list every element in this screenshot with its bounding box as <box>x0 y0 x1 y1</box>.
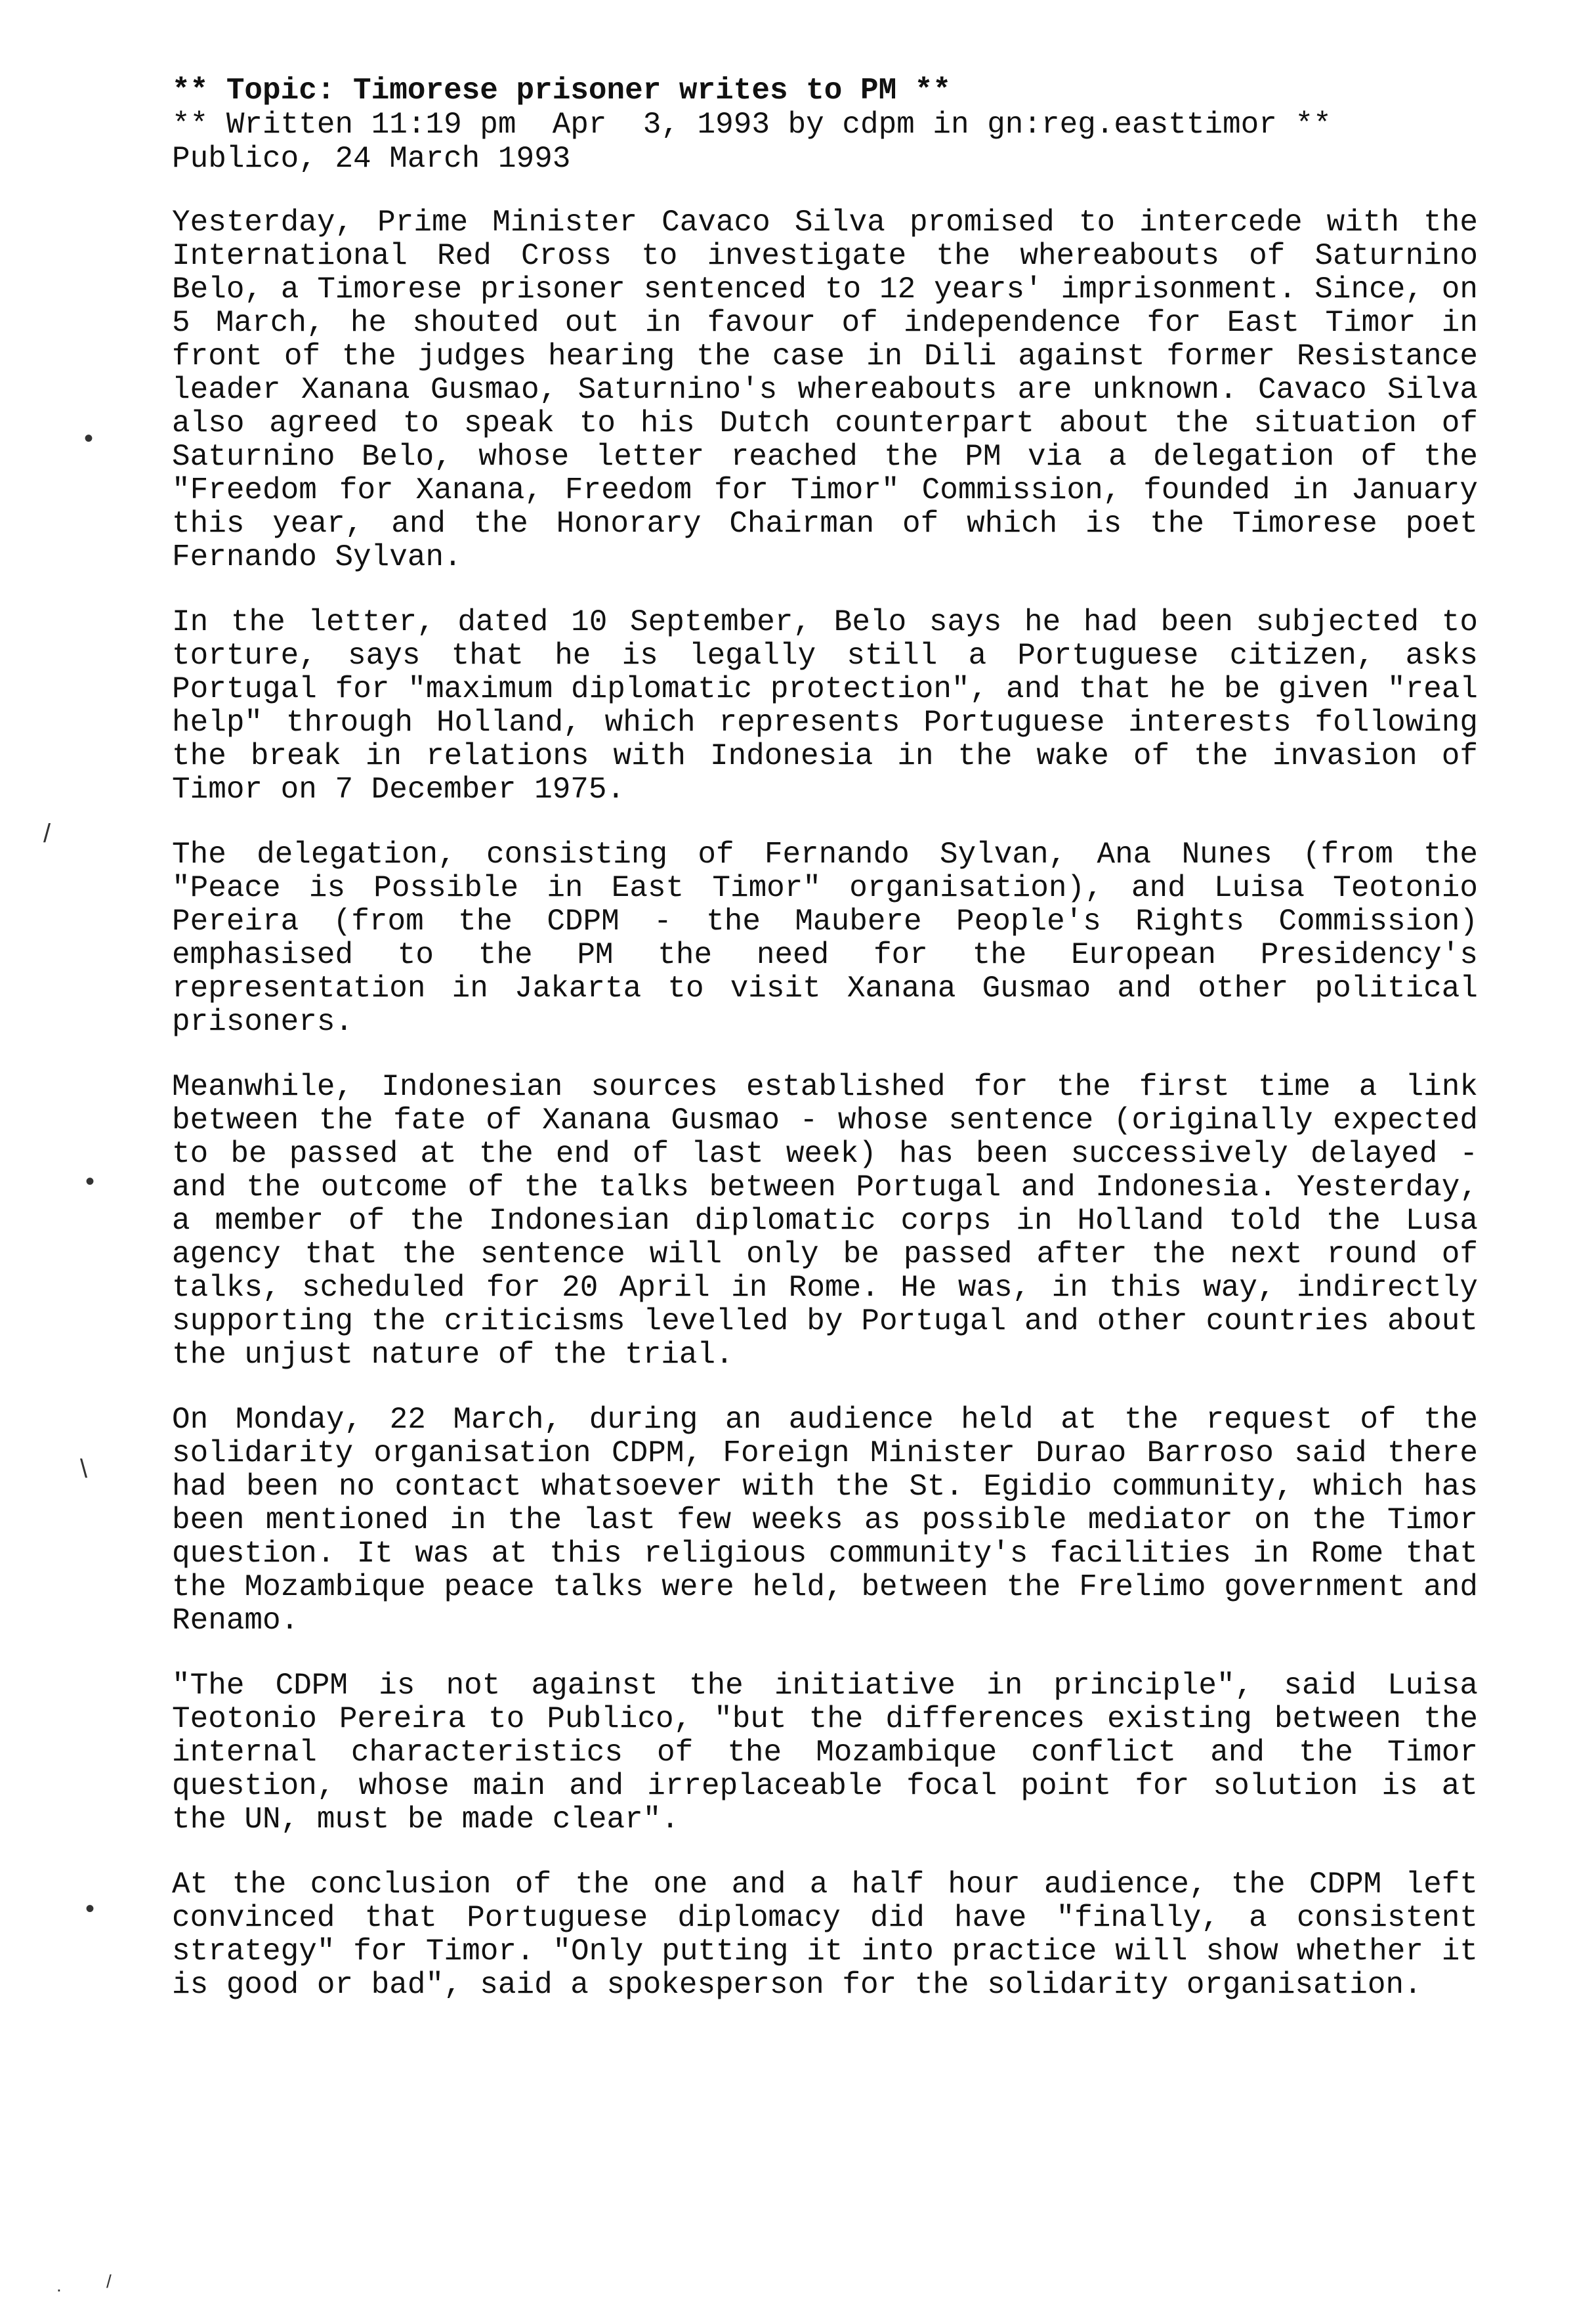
document-body <box>172 74 1478 2002</box>
scan-dot-mark: • <box>85 1167 95 1196</box>
scan-tick-mark: . <box>56 2275 62 2295</box>
written-line: ** Written 11:19 pm Apr 3, 1993 by cdpm in gn:reg.easttimor ** <box>172 108 1332 142</box>
source-line: Publico, 24 March 1993 <box>172 142 571 176</box>
paragraph: Meanwhile, Indonesian sources established for the first time a link between the fate of Xanana Gusmao - whose sentence (originally expected to be passed at the end of last week) has been successively delayed - and the outcome of the talks between Portugal and Indonesia. Yesterday, a member of the Indonesian diplomatic corps in Holland told the Lusa agency that the sentence will only be passed after the next round of talks, scheduled for 20 April in Rome. He was, in this way, indirectly supporting the criticisms levelled by Portugal and other countries about the unjust nature of the trial. <box>172 1070 1478 1372</box>
scan-dot-mark: • <box>85 1894 95 1923</box>
scan-tick-mark: / <box>43 819 51 848</box>
scan-dot-mark: • <box>84 424 94 453</box>
paragraph: At the conclusion of the one and a half hour audience, the CDPM left convinced that Portuguese diplomacy did have "finally, a consistent strategy" for Timor. "Only putting it into practice will show whether it is good or bad", said a spokesperson for the solidarity organisation. <box>172 1867 1478 2002</box>
scan-tick-mark: \ <box>80 1455 88 1483</box>
scan-tick-mark: / <box>106 2271 112 2291</box>
paragraph: "The CDPM is not against the initiative in principle", said Luisa Teotonio Pereira to Publico, "but the differences existing between the internal characteristics of the Mozambique conflict and the Timor question, whose main and irreplaceable focal point for solution is at the UN, must be made clear". <box>172 1669 1478 1837</box>
paragraph: On Monday, 22 March, during an audience held at the request of the solidarity organisation CDPM, Foreign Minister Durao Barroso said there had been no contact whatsoever with the St. Egidio community, which has been mentioned in the last few weeks as possible mediator on the Timor question. It was at this religious community's facilities in Rome that the Mozambique peace talks were held, between the Frelimo government and Renamo. <box>172 1403 1478 1638</box>
topic-line: ** Topic: Timorese prisoner writes to PM ** <box>172 74 951 108</box>
paragraph: The delegation, consisting of Fernando Sylvan, Ana Nunes (from the "Peace is Possible in East Timor" organisation), and Luisa Teotonio Pereira (from the CDPM - the Maubere People's Rights Commission) emphasised to the PM the need for the European Presidency's representation in Jakarta to visit Xanana Gusmao and other political prisoners. <box>172 838 1478 1039</box>
paragraph: In the letter, dated 10 September, Belo says he had been subjected to torture, says that he is legally still a Portuguese citizen, asks Portugal for "maximum diplomatic protection", and that he be given "real help" through Holland, which represents Portuguese interests following the break in relations with Indonesia in the wake of the invasion of Timor on 7 December 1975. <box>172 605 1478 807</box>
paragraph: Yesterday, Prime Minister Cavaco Silva promised to intercede with the International Red Cross to investigate the whereabouts of Saturnino Belo, a Timorese prisoner sentenced to 12 years' imprisonment. Since, on 5 March, he shouted out in favour of independence for East Timor in front of the judges hearing the case in Dili against former Resistance leader Xanana Gusmao, Saturnino's whereabouts are unknown. Cavaco Silva also agreed to speak to his Dutch counterpart about the situation of Saturnino Belo, whose letter reached the PM via a delegation of the "Freedom for Xanana, Freedom for Timor" Commission, founded in January this year, and the Honorary Chairman of which is the Timorese poet Fernando Sylvan. <box>172 205 1478 574</box>
